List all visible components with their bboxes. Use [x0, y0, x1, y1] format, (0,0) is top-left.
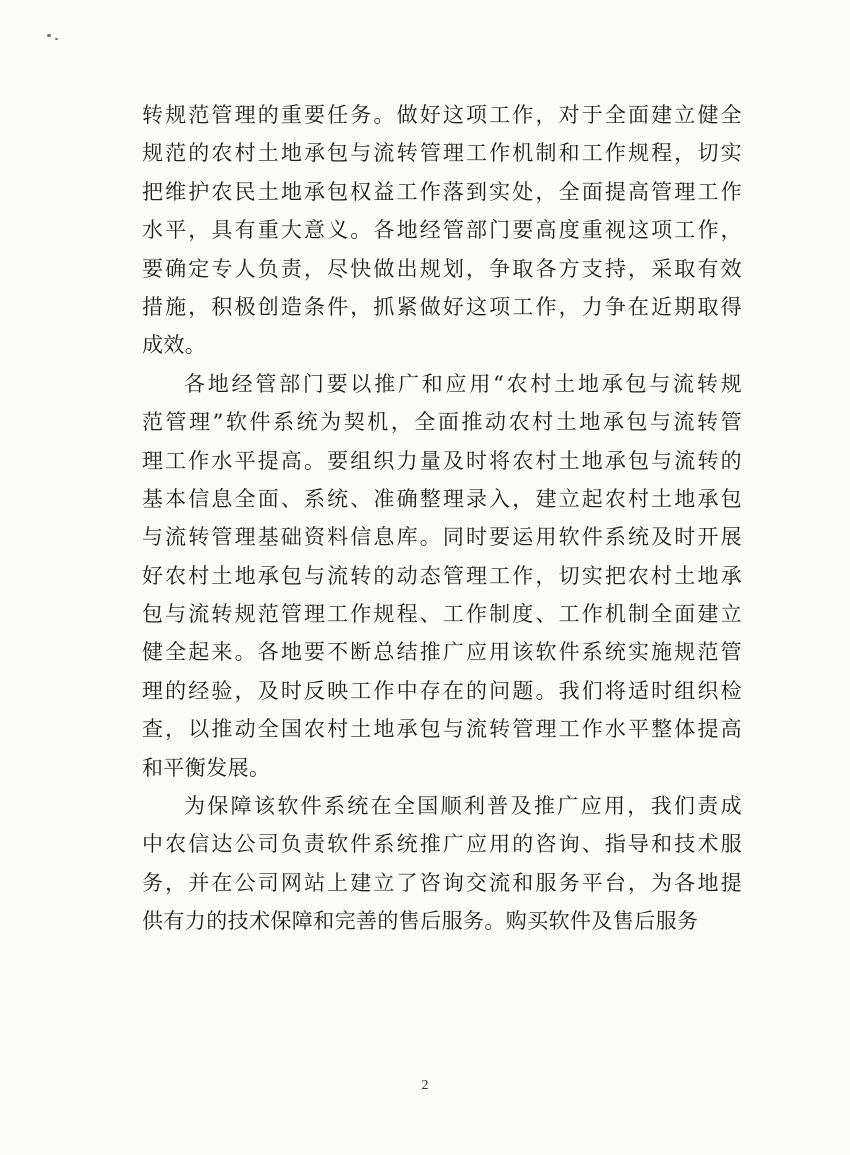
- text-line: 范管理”软件系统为契机，全面推动农村土地承包与流转管: [142, 410, 742, 435]
- scan-speck: [47, 34, 51, 37]
- text-line: 成效。: [142, 333, 207, 358]
- text-line: 规范的农村土地承包与流转管理工作机制和工作规程，切实: [142, 141, 742, 166]
- paragraph: [142, 96, 742, 365]
- text-line: 健全起来。各地要不断总结推广应用该软件系统实施规范管: [142, 640, 742, 665]
- text-line: 与流转管理基础资料信息库。同时要运用软件系统及时开展: [142, 525, 742, 550]
- document-body: [142, 96, 742, 941]
- text-line: 理工作水平提高。要组织力量及时将农村土地承包与流转的: [142, 448, 742, 473]
- text-line: 要确定专人负责，尽快做出规划，争取各方支持，采取有效: [142, 256, 742, 281]
- text-line: 转规范管理的重要任务。做好这项工作，对于全面建立健全: [142, 103, 742, 127]
- paragraph: [142, 365, 742, 787]
- text-line: 各地经管部门要以推广和应用“农村土地承包与流转规: [184, 371, 742, 396]
- paragraph: [142, 787, 742, 941]
- text-line: 水平，具有重大意义。各地经管部门要高度重视这项工作，: [142, 218, 742, 243]
- text-line: 基本信息全面、系统、准确整理录入，建立起农村土地承包: [142, 486, 742, 511]
- text-line: 和平衡发展。: [142, 755, 271, 780]
- text-line: 包与流转规范管理工作规程、工作制度、工作机制全面建立: [142, 602, 742, 627]
- text-line: 查，以推动全国农村土地承包与流转管理工作水平整体提高: [142, 717, 742, 742]
- text-line: 供有力的技术保障和完善的售后服务。购买软件及售后服务: [142, 909, 699, 934]
- text-line: 务，并在公司网站上建立了咨询交流和服务平台，为各地提: [142, 870, 742, 895]
- text-line: 理的经验，及时反映工作中存在的问题。我们将适时组织检: [142, 678, 742, 703]
- scan-speck: [55, 38, 58, 40]
- text-line: 把维护农民土地承包权益工作落到实处，全面提高管理工作: [142, 179, 742, 204]
- text-line: 中农信达公司负责软件系统推广应用的咨询、指导和技术服: [142, 832, 742, 857]
- page-number: 2: [421, 1078, 429, 1093]
- text-line: 措施，积极创造条件，抓紧做好这项工作，力争在近期取得: [142, 294, 742, 319]
- text-line: 为保障该软件系统在全国顺利普及推广应用，我们责成: [184, 794, 742, 819]
- text-line: 好农村土地承包与流转的动态管理工作，切实把农村土地承: [142, 563, 742, 588]
